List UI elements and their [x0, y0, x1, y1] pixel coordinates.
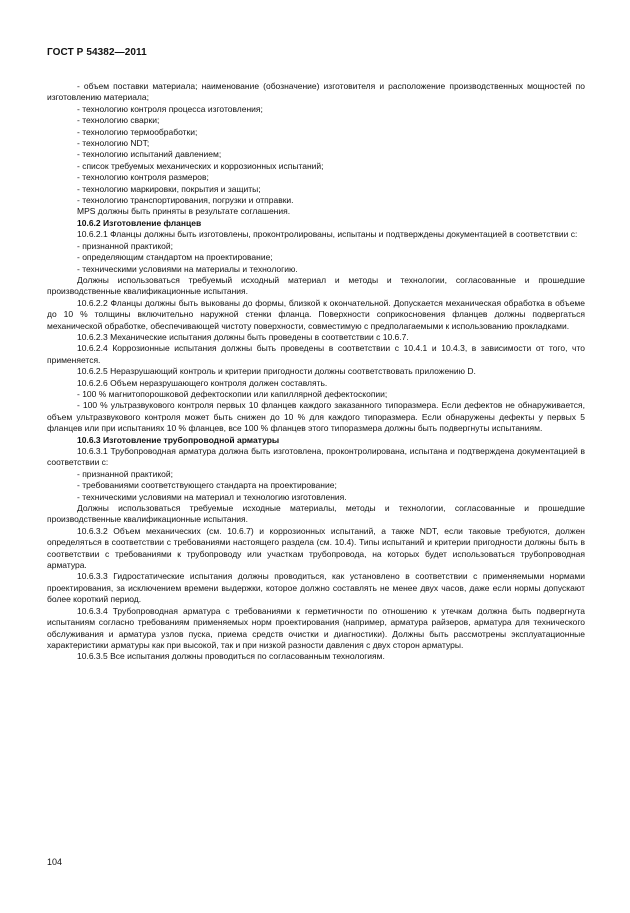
list-item: - технологию испытаний давлением; — [77, 149, 222, 160]
paragraph: 10.6.2.1 Фланцы должны быть изготовлены, проконтролированы, испытаны и подтверждены документацией в соответствии с: — [77, 229, 578, 240]
list-item: - технологию маркировки, покрытия и защиты; — [77, 183, 261, 194]
list-item: - признанной практикой; — [77, 240, 173, 251]
paragraph: 10.6.2.5 Неразрушающий контроль и критерии пригодности должны соответствовать приложению D. — [77, 366, 476, 377]
paragraph: 10.6.2.6 Объем неразрушающего контроля должен составлять. — [77, 377, 328, 388]
document-body — [47, 81, 585, 663]
paragraph: MPS должны быть приняты в результате соглашения. — [77, 206, 291, 217]
list-item: - технологию термообработки; — [77, 126, 198, 137]
list-item: - техническими условиями на материалы и технологию. — [77, 263, 298, 274]
paragraph: 10.6.3.2 Объем механических (см. 10.6.7) и коррозионных испытаний, а также NDT, если таковые требуются, должен определяться в соответствии с требованиями настоящего раздела (см. 10.4). Типы испытаний и критерии пригодности должны быть в соответствии с требованиями к трубопроводу или участкам трубопровода, на которых будет использоваться трубопроводная арматура. — [47, 525, 585, 571]
list-item: - 100 % магнитопорошковой дефектоскопии или капиллярной дефектоскопии; — [77, 388, 388, 399]
list-item: - технологию NDT; — [77, 138, 150, 149]
section-heading: 10.6.2 Изготовление фланцев — [77, 217, 202, 228]
list-item: - список требуемых механических и коррозионных испытаний; — [77, 160, 324, 171]
list-item: - технологию сварки; — [77, 115, 160, 126]
list-item: - определяющим стандартом на проектирование; — [77, 252, 273, 263]
list-item: - требованиями соответствующего стандарта на проектирование; — [77, 480, 337, 491]
paragraph: Должны использоваться требуемые исходные материалы, методы и технологии, согласованные и прошедшие производственные квалификационные испытания. — [47, 503, 585, 525]
section-heading: 10.6.3 Изготовление трубопроводной арматуры — [77, 434, 280, 445]
paragraph: Должны использоваться требуемый исходный материал и методы и технологии, согласованные и прошедшие производственные квалификационные испытания. — [47, 274, 585, 297]
list-item: - признанной практикой; — [77, 468, 173, 479]
list-item: - технологию контроля размеров; — [77, 172, 209, 183]
paragraph: 10.6.3.5 Все испытания должны проводиться по согласованным технологиям. — [77, 651, 385, 662]
page-number: 104 — [47, 857, 63, 867]
paragraph: 10.6.2.3 Механические испытания должны быть проведены в соответствии с 10.6.7. — [77, 331, 409, 342]
list-item: - техническими условиями на материал и технологию изготовления. — [77, 491, 347, 502]
list-item: - объем поставки материала; наименование (обозначение) изготовителя и расположение производственных мощностей по изготовлению материала; — [47, 81, 585, 103]
paragraph: 10.6.3.3 Гидростатические испытания должны проводиться, как установлено в соответствии с применяемыми нормами проектирования, за исключением времени выдержки, которое должно составлять не менее двух часов, даже если нормы допускают более короткий период. — [47, 571, 585, 605]
paragraph: 10.6.3.4 Трубопроводная арматура с требованиями к герметичности по отношению к утечкам должна быть подвергнута испытаниям согласно требованиям применяемых норм проектирования (например, арматура райзеров, арматура для технического обслуживания и арматура узлов пуска, приема средств очистки и диагностики). Должны быть рассмотрены эксплуатационные характеристики арматуры как при высокой, так и при низкой разности давления с двух сторон арматуры. — [47, 605, 585, 650]
list-item: - технологию транспортирования, погрузки и отправки. — [77, 195, 294, 206]
list-item: - 100 % ультразвукового контроля первых 10 фланцев каждого заказанного типоразмера. Если дефектов не обнаруживается, объем ультразвукового контроля может быть снижен до 10 % для каждого типоразмера. Если обнаружены дефекты у первых 5 фланцев или при испытаниях 10 % фланцев, все 100 % фланцев этого типоразмера должны быть подвергнуты испытаниям. — [47, 400, 585, 434]
document-header: ГОСТ Р 54382—2011 — [47, 47, 147, 58]
list-item: - технологию контроля процесса изготовления; — [77, 103, 263, 114]
paragraph: 10.6.3.1 Трубопроводная арматура должна быть изготовлена, проконтролирована, испытана и подтверждена документацией в соответствии с: — [47, 446, 585, 468]
paragraph: 10.6.2.4 Коррозионные испытания должны быть проведены в соответствии с 10.4.1 и 10.4.3, в зависимости от того, что применяется. — [47, 343, 585, 365]
paragraph: 10.6.2.2 Фланцы должны быть выкованы до формы, близкой к окончательной. Допускается механическая обработка в объеме до 10 % толщины включительно наружной стенки фланца. Поверхности соприкосновения фланцев должны подвергаться механической обработке, обеспечивающей чистоту поверхности, совместимую с предполагаемыми к использованию прокладками. — [47, 297, 585, 331]
